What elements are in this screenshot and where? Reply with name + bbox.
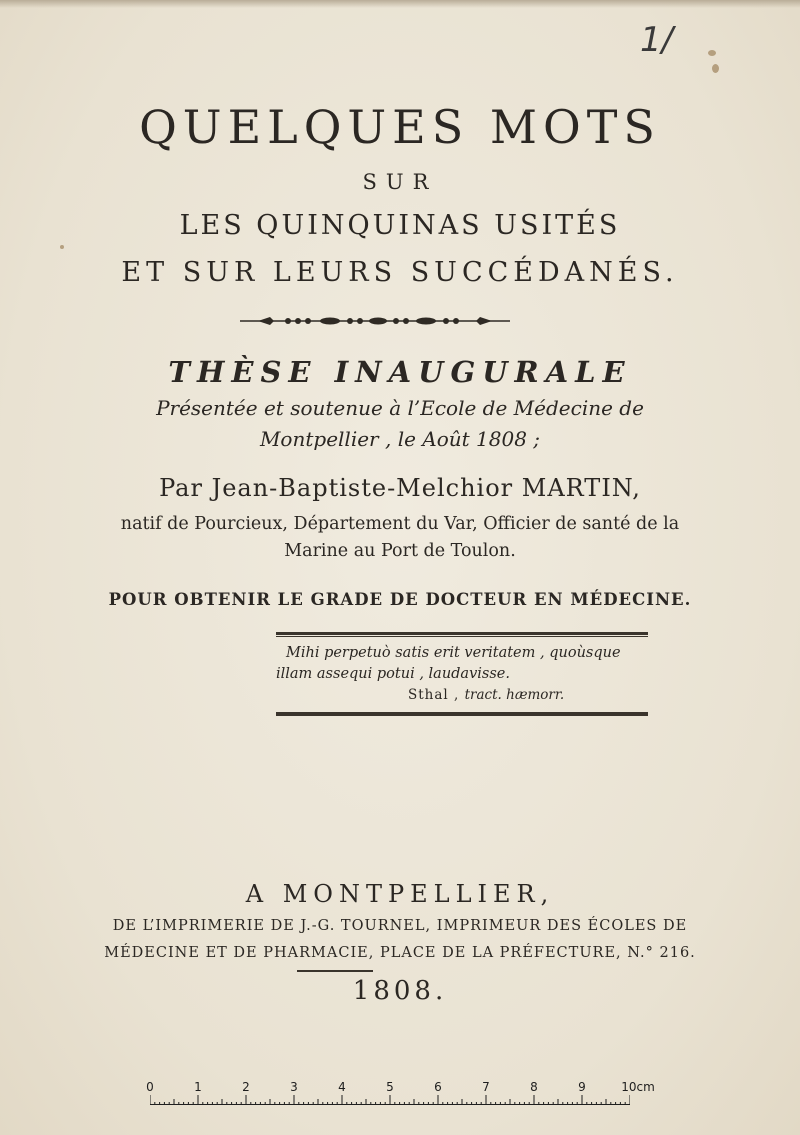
scale-label: 7 bbox=[482, 1080, 490, 1094]
scale-label: 2 bbox=[242, 1080, 250, 1094]
imprint-line1: DE L’IMPRIMERIE DE J.-G. TOURNEL, IMPRIMEUR DES ÉCOLES DE bbox=[112, 918, 688, 934]
thesis-presented-line1: Présentée et soutenue à l’Ecole de Médecine de bbox=[156, 396, 644, 420]
title-sur: SUR bbox=[362, 170, 438, 194]
thesis-heading: THÈSE INAUGURALE bbox=[168, 355, 632, 389]
thesis-presented-line2: Montpellier , le Août 1808 ; bbox=[259, 427, 541, 451]
imprint-rule bbox=[297, 970, 373, 972]
scale-label: 6 bbox=[434, 1080, 442, 1094]
page-top-edge bbox=[0, 0, 800, 8]
scale-label: 4 bbox=[338, 1080, 346, 1094]
handwritten-mark: 1/ bbox=[640, 20, 674, 60]
scale-label: 3 bbox=[290, 1080, 298, 1094]
title-subject-line1: LES QUINQUINAS USITÉS bbox=[179, 210, 621, 241]
stain-spot bbox=[708, 50, 716, 56]
author-byline: Par Jean-Baptiste-Melchior MARTIN, bbox=[159, 474, 641, 502]
epigraph-attribution bbox=[276, 685, 648, 706]
scale-label: 10cm bbox=[621, 1080, 655, 1094]
epigraph-line1: Mihi perpetuò satis erit veritatem , quoùsque bbox=[286, 645, 621, 661]
degree-statement: POUR OBTENIR LE GRADE DE DOCTEUR EN MÉDECINE. bbox=[108, 590, 692, 609]
epigraph-author: Sthal , bbox=[408, 687, 460, 703]
scale-label: 0 bbox=[146, 1080, 154, 1094]
epigraph-source: tract. hæmorr. bbox=[464, 687, 565, 703]
title-main: QUELQUES MOTS bbox=[139, 100, 661, 154]
epigraph-rule-top-thin bbox=[276, 636, 648, 637]
author-origin-line2: Marine au Port de Toulon. bbox=[284, 541, 516, 561]
epigraph-rule-bottom bbox=[276, 713, 648, 716]
measurement-scale bbox=[146, 1080, 655, 1110]
epigraph-line2: illam assequi potui , laudavisse. bbox=[276, 666, 510, 682]
scale-ruler bbox=[150, 1095, 630, 1105]
scale-label: 1 bbox=[194, 1080, 202, 1094]
stain-spot bbox=[60, 245, 64, 249]
stain-spot bbox=[712, 64, 719, 73]
imprint-year: 1808. bbox=[352, 976, 448, 1006]
scale-label: 5 bbox=[386, 1080, 394, 1094]
author-origin-line1: natif de Pourcieux, Département du Var, Officier de santé de la bbox=[120, 514, 680, 534]
imprint-city: A MONTPELLIER, bbox=[245, 880, 555, 908]
title-subject-line2: ET SUR LEURS SUCCÉDANÉS. bbox=[121, 257, 679, 288]
scale-label: 9 bbox=[578, 1080, 586, 1094]
epigraph-box bbox=[276, 632, 648, 716]
imprint-line2: MÉDECINE ET DE PHARMACIE, PLACE DE LA PRÉFECTURE, N.° 216. bbox=[104, 945, 696, 961]
ornamental-rule bbox=[240, 312, 510, 330]
epigraph-rule-top bbox=[276, 632, 648, 635]
scale-label: 8 bbox=[530, 1080, 538, 1094]
